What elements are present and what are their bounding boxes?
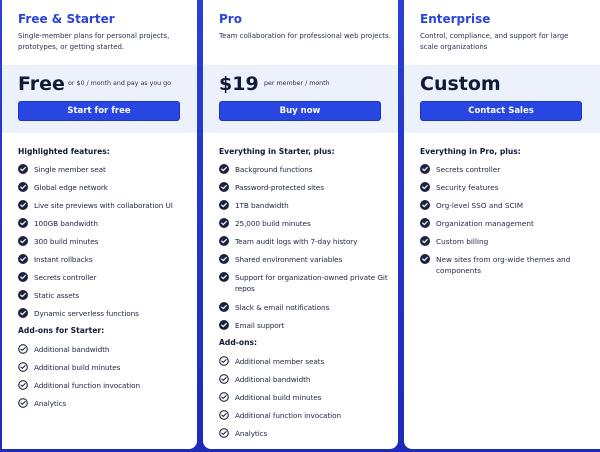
feature-label: New sites from org-wide themes and components: [436, 255, 571, 275]
check-filled-icon: [219, 272, 229, 282]
addon-label: Additional build minutes: [235, 393, 322, 402]
plan-card-enterprise: [404, 0, 600, 449]
check-outline-icon: [219, 392, 229, 402]
feature-item: [420, 236, 594, 247]
price-note: or $0 / month and pay as you go: [68, 80, 172, 87]
plan-description: Control, compliance, and support for large scale organizations: [420, 32, 569, 51]
feature-item: [18, 236, 192, 247]
check-filled-icon: [18, 236, 28, 246]
price-section: [404, 65, 600, 133]
check-filled-icon: [420, 182, 430, 192]
check-filled-icon: [18, 164, 28, 174]
feature-label: Security features: [436, 183, 499, 192]
check-filled-icon: [219, 254, 229, 264]
feature-item: [18, 182, 192, 193]
check-filled-icon: [420, 200, 430, 210]
addon-label: Analytics: [34, 399, 67, 408]
plan-name: Pro: [219, 12, 242, 26]
feature-label: Secrets controller: [436, 165, 501, 174]
addon-item: [219, 392, 393, 403]
check-outline-icon: [219, 374, 229, 384]
feature-item: [219, 320, 393, 331]
feature-item: [18, 200, 192, 211]
check-outline-icon: [219, 428, 229, 438]
feature-item: [18, 164, 192, 175]
features-title: Highlighted features:: [18, 147, 110, 156]
check-filled-icon: [219, 320, 229, 330]
addon-item: [18, 398, 192, 409]
addon-item: [219, 374, 393, 385]
check-filled-icon: [420, 254, 430, 264]
feature-label: Organization management: [436, 219, 534, 228]
feature-label: Secrets controller: [34, 273, 97, 282]
feature-label: Support for organization-owned private Git repos: [235, 273, 388, 293]
feature-label: Single member seat: [34, 165, 106, 174]
feature-item: [420, 218, 594, 229]
addons-title: Add-ons:: [219, 338, 258, 347]
check-outline-icon: [18, 344, 28, 354]
plan-card-free-starter: [2, 0, 197, 449]
feature-item: [420, 164, 594, 175]
feature-label: 100GB bandwidth: [34, 219, 98, 228]
addon-label: Additional bandwidth: [235, 375, 311, 384]
plan-price: Free: [18, 73, 65, 95]
feature-label: Global edge network: [34, 183, 108, 192]
feature-label: Org-level SSO and SCIM: [436, 201, 524, 210]
feature-item: [219, 182, 393, 193]
addon-item: [219, 356, 393, 367]
price-section: [2, 65, 197, 133]
addons-title: Add-ons for Starter:: [18, 326, 105, 335]
plan-name: Free & Starter: [18, 12, 115, 26]
feature-label: Instant rollbacks: [34, 255, 93, 264]
addon-label: Additional function invocation: [34, 381, 140, 390]
check-filled-icon: [219, 182, 229, 192]
check-filled-icon: [18, 218, 28, 228]
feature-label: Team audit logs with 7-day history: [235, 237, 358, 246]
feature-item: [219, 164, 393, 175]
check-filled-icon: [420, 218, 430, 228]
check-filled-icon: [18, 308, 28, 318]
check-outline-icon: [219, 410, 229, 420]
check-filled-icon: [219, 302, 229, 312]
feature-label: Background functions: [235, 165, 313, 174]
check-outline-icon: [18, 380, 28, 390]
feature-label: 300 build minutes: [34, 237, 99, 246]
contact-sales-button[interactable]: Contact Sales: [420, 101, 582, 121]
plan-price: $19: [219, 73, 259, 95]
feature-item: [420, 200, 594, 211]
addon-label: Additional build minutes: [34, 363, 121, 372]
check-filled-icon: [420, 164, 430, 174]
feature-item: [219, 218, 393, 229]
feature-item: [219, 302, 393, 313]
feature-label: Live site previews with collaboration UI: [34, 201, 173, 210]
feature-item: [18, 254, 192, 265]
plan-description: Team collaboration for professional web projects.: [219, 32, 391, 40]
feature-label: Shared environment variables: [235, 255, 343, 264]
feature-item: [219, 272, 393, 294]
price-section: [203, 65, 398, 133]
addon-item: [18, 362, 192, 373]
addon-item: [18, 344, 192, 355]
price-note: per member / month: [264, 80, 330, 87]
feature-label: 1TB bandwidth: [235, 201, 289, 210]
plan-card-pro: [203, 0, 398, 449]
addon-item: [18, 380, 192, 391]
feature-label: 25,000 build minutes: [235, 219, 311, 228]
check-filled-icon: [18, 290, 28, 300]
check-outline-icon: [219, 356, 229, 366]
check-outline-icon: [18, 362, 28, 372]
addon-label: Additional member seats: [235, 357, 325, 366]
feature-label: Email support: [235, 321, 285, 330]
check-filled-icon: [18, 254, 28, 264]
feature-item: [18, 308, 192, 319]
feature-item: [420, 182, 594, 193]
check-filled-icon: [219, 164, 229, 174]
check-filled-icon: [219, 236, 229, 246]
feature-item: [219, 236, 393, 247]
addon-label: Additional function invocation: [235, 411, 341, 420]
check-outline-icon: [18, 398, 28, 408]
plan-description: Single-member plans for personal projects, prototypes, or getting started.: [18, 32, 170, 51]
feature-item: [18, 290, 192, 301]
feature-label: Password-protected sites: [235, 183, 324, 192]
check-filled-icon: [18, 182, 28, 192]
feature-item: [420, 254, 594, 276]
features-title: Everything in Starter, plus:: [219, 147, 335, 156]
plan-name: Enterprise: [420, 12, 491, 26]
feature-label: Dynamic serverless functions: [34, 309, 139, 318]
feature-label: Static assets: [34, 291, 80, 300]
feature-item: [18, 272, 192, 283]
buy-now-button[interactable]: Buy now: [219, 101, 381, 121]
addon-label: Analytics: [235, 429, 268, 438]
feature-item: [219, 200, 393, 211]
check-filled-icon: [219, 218, 229, 228]
check-filled-icon: [420, 236, 430, 246]
check-filled-icon: [18, 272, 28, 282]
check-filled-icon: [219, 200, 229, 210]
feature-label: Custom billing: [436, 237, 489, 246]
addon-label: Additional bandwidth: [34, 345, 110, 354]
feature-label: Slack & email notifications: [235, 303, 330, 312]
check-filled-icon: [18, 200, 28, 210]
feature-item: [219, 254, 393, 265]
features-title: Everything in Pro, plus:: [420, 147, 521, 156]
addon-item: [219, 410, 393, 421]
addon-item: [219, 428, 393, 439]
plan-price: Custom: [420, 73, 501, 95]
start-for-free-button[interactable]: Start for free: [18, 101, 180, 121]
feature-item: [18, 218, 192, 229]
